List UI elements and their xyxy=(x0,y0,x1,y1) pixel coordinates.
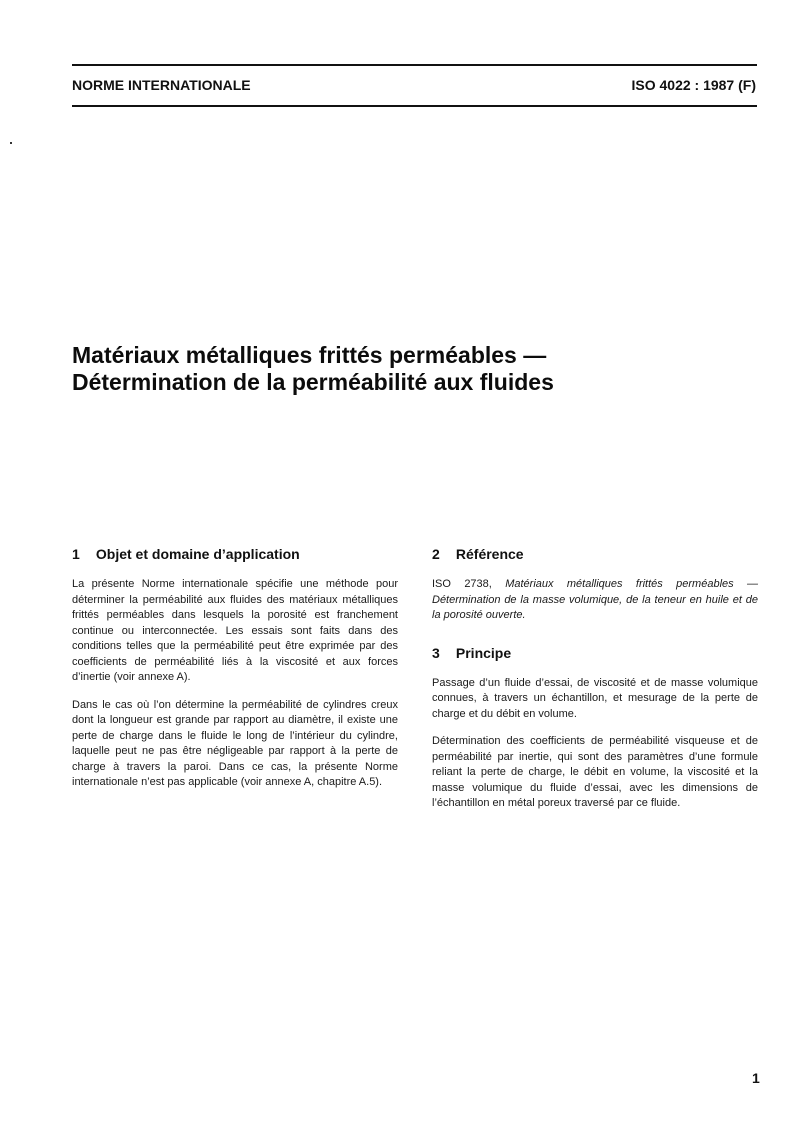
page-number: 1 xyxy=(752,1070,760,1086)
paragraph: Dans le cas où l’on détermine la perméabilité de cylindres creux dont la longueur est grande par rapport au diamètre, il existe une perte de charge dans le fluide le long de l’intérieur du cylindre, laquelle peut ne pas être négligeable par rapport à la perte de charge à travers la paroi. Dans ce cas, la présente Norme internationale n’est pas applicable (voir annexe A, chapitre A.5). xyxy=(72,698,398,788)
section-number: 1 xyxy=(72,546,80,562)
section-reference xyxy=(432,545,758,624)
document-type-label: NORME INTERNATIONALE xyxy=(72,77,251,93)
header-top-rule xyxy=(72,64,757,66)
reference-title: Matériaux métalliques frittés perméables — Détermination de la masse volumique, de la teneur en huile et de la porosité ouverte. xyxy=(432,578,758,621)
paragraph: Passage d’un fluide d’essai, de viscosité et de masse volumique connues, à travers un échantillon, et mesurage de la perte de charge et du débit en volume. xyxy=(432,676,758,720)
reference-code: ISO 2738, xyxy=(432,578,506,590)
title-line-1: Matériaux métalliques frittés perméables — xyxy=(72,342,547,368)
standard-reference: ISO 4022 : 1987 (F) xyxy=(631,77,756,93)
section-number: 3 xyxy=(432,644,440,661)
section-principle xyxy=(432,644,758,812)
title-line-2: Détermination de la perméabilité aux fluides xyxy=(72,369,554,395)
section-heading xyxy=(72,545,398,563)
section-title: Principe xyxy=(455,644,512,661)
document-title xyxy=(72,342,554,396)
paragraph: Détermination des coefficients de perméabilité visqueuse et de perméabilité par inertie, qui sont des paramètres d’une formule reliant la perte de charge, le débit en volume, la viscosité et la masse volumique du fluide d’essai, avec les dimensions de l’échantillon en métal poreux traversé par ce fluide. xyxy=(432,735,758,809)
section-heading xyxy=(432,545,758,563)
left-column xyxy=(72,545,398,803)
right-column xyxy=(432,545,758,824)
reference-entry xyxy=(432,577,758,624)
section-title: Référence xyxy=(455,546,524,562)
header-bottom-rule xyxy=(72,105,757,107)
section-heading xyxy=(432,644,758,662)
section-number: 2 xyxy=(432,546,440,562)
section-title: Objet et domaine d’application xyxy=(95,546,300,562)
scan-speck xyxy=(10,142,12,144)
paragraph: La présente Norme internationale spécifie une méthode pour déterminer la perméabilité aux fluides des matériaux métalliques frittés perméables dans lesquels la porosité est franchement continue ou interconnectée. Les essais sont faits dans des conditions telles que la perméabilité peut être exprimée par des coefficients de perméabilité liés à la viscosité et aux forces d’inertie (voir annexe A). xyxy=(72,578,398,683)
section-scope xyxy=(72,545,398,791)
